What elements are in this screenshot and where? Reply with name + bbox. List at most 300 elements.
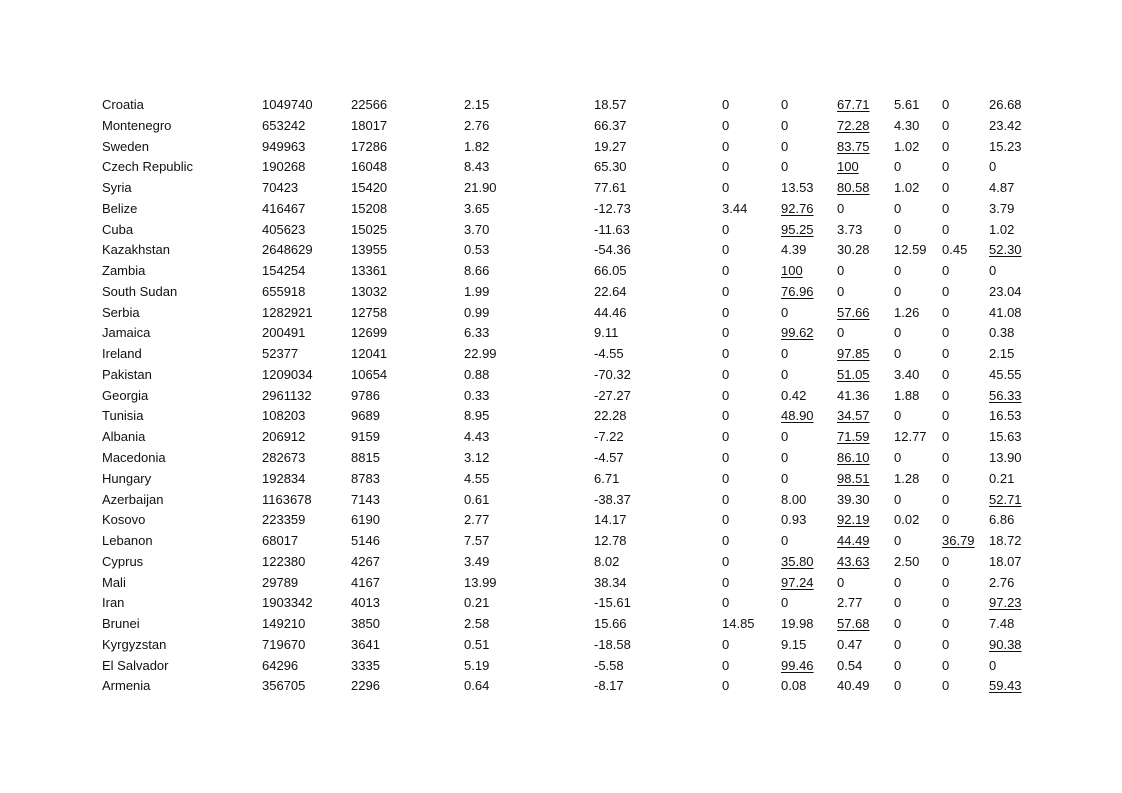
value-col-1-cell: 64296 [262, 657, 299, 673]
value-col-7-cell: 30.28 [837, 242, 870, 258]
value-col-10-cell: 52.71 [989, 491, 1022, 507]
table-row [102, 199, 1039, 220]
value-col-5-cell: 0 [722, 159, 730, 175]
value-col-2-cell: 4167 [351, 574, 380, 590]
table-row [102, 448, 1039, 469]
table-row [102, 469, 1039, 490]
country-name-cell: Iran [102, 595, 125, 611]
table-row [102, 386, 1039, 407]
value-col-2-cell: 8783 [351, 470, 380, 486]
value-col-8-cell: 0 [894, 595, 902, 611]
value-col-1-cell: 1282921 [262, 304, 313, 320]
value-col-6-cell: 0 [781, 346, 789, 362]
value-col-10-cell: 1.02 [989, 221, 1015, 237]
value-col-9-cell: 0 [942, 138, 950, 154]
value-col-6-cell: 19.98 [781, 616, 814, 632]
value-col-1-cell: 2648629 [262, 242, 313, 258]
value-col-6-cell: 0.08 [781, 678, 807, 694]
country-name-cell: Sweden [102, 138, 149, 154]
value-col-2-cell: 9786 [351, 387, 380, 403]
value-col-5-cell: 0 [722, 325, 730, 341]
value-col-10-cell: 16.53 [989, 408, 1022, 424]
country-name-cell: Macedonia [102, 450, 166, 466]
country-name-cell: Armenia [102, 678, 151, 694]
value-col-1-cell: 190268 [262, 159, 306, 175]
country-name-cell: Czech Republic [102, 159, 194, 175]
value-col-3-cell: 5.19 [464, 657, 490, 673]
value-col-10-cell: 6.86 [989, 512, 1015, 528]
country-name-cell: Montenegro [102, 117, 172, 133]
value-col-10-cell: 7.48 [989, 616, 1015, 632]
value-col-10-cell: 2.15 [989, 346, 1015, 362]
value-col-6-cell: 4.39 [781, 242, 807, 258]
value-col-8-cell: 0 [894, 325, 902, 341]
value-col-4-cell: -5.58 [594, 657, 624, 673]
table-row [102, 573, 1039, 594]
value-col-8-cell: 0 [894, 450, 902, 466]
table-row [102, 95, 1039, 116]
value-col-6-cell: 0 [781, 366, 789, 382]
value-col-9-cell: 0 [942, 117, 950, 133]
value-col-2-cell: 3641 [351, 636, 380, 652]
value-col-6-cell: 0 [781, 304, 789, 320]
value-col-3-cell: 6.33 [464, 325, 490, 341]
value-col-2-cell: 5146 [351, 533, 380, 549]
value-col-4-cell: 15.66 [594, 616, 627, 632]
value-col-5-cell: 0 [722, 283, 730, 299]
value-col-3-cell: 8.66 [464, 263, 490, 279]
value-col-6-cell: 48.90 [781, 408, 814, 424]
value-col-6-cell: 13.53 [781, 180, 814, 196]
value-col-7-cell: 39.30 [837, 491, 870, 507]
value-col-10-cell: 56.33 [989, 387, 1022, 403]
value-col-8-cell: 0 [894, 159, 902, 175]
value-col-6-cell: 35.80 [781, 553, 814, 569]
value-col-2-cell: 7143 [351, 491, 380, 507]
value-col-4-cell: -8.17 [594, 678, 624, 694]
table-row [102, 178, 1039, 199]
value-col-3-cell: 3.49 [464, 553, 490, 569]
value-col-7-cell: 86.10 [837, 450, 870, 466]
value-col-4-cell: -70.32 [594, 366, 631, 382]
value-col-9-cell: 0 [942, 387, 950, 403]
country-name-cell: Ireland [102, 346, 142, 362]
value-col-5-cell: 0 [722, 242, 730, 258]
value-col-2-cell: 10654 [351, 366, 388, 382]
country-name-cell: Cyprus [102, 553, 144, 569]
value-col-4-cell: 9.11 [594, 325, 619, 341]
value-col-8-cell: 5.61 [894, 97, 920, 112]
value-col-10-cell: 0 [989, 657, 997, 673]
value-col-8-cell: 3.40 [894, 366, 920, 382]
value-col-4-cell: -54.36 [594, 242, 631, 258]
value-col-2-cell: 16048 [351, 159, 388, 175]
value-col-2-cell: 18017 [351, 117, 388, 133]
value-col-3-cell: 1.99 [464, 283, 490, 299]
value-col-6-cell: 0.42 [781, 387, 807, 403]
value-col-8-cell: 1.02 [894, 138, 920, 154]
table-row [102, 323, 1039, 344]
value-col-8-cell: 0.02 [894, 512, 920, 528]
value-col-4-cell: 18.57 [594, 97, 627, 112]
value-col-8-cell: 0 [894, 657, 902, 673]
country-name-cell: Zambia [102, 263, 146, 279]
value-col-3-cell: 0.61 [464, 491, 490, 507]
value-col-5-cell: 0 [722, 533, 730, 549]
value-col-10-cell: 0.38 [989, 325, 1015, 341]
value-col-6-cell: 0 [781, 470, 789, 486]
value-col-8-cell: 0 [894, 616, 902, 632]
value-col-6-cell: 0 [781, 429, 789, 445]
value-col-6-cell: 0 [781, 450, 789, 466]
value-col-1-cell: 122380 [262, 553, 306, 569]
value-col-9-cell: 0 [942, 304, 950, 320]
value-col-2-cell: 4267 [351, 553, 380, 569]
value-col-10-cell: 90.38 [989, 636, 1022, 652]
value-col-8-cell: 12.77 [894, 429, 927, 445]
value-col-7-cell: 0 [837, 263, 845, 279]
value-col-4-cell: -4.55 [594, 346, 624, 362]
value-col-9-cell: 0.45 [942, 242, 968, 258]
value-col-10-cell: 4.87 [989, 180, 1015, 196]
table-row [102, 261, 1039, 282]
value-col-3-cell: 2.15 [464, 97, 490, 112]
table-body [102, 95, 1039, 697]
table-row [102, 116, 1039, 137]
value-col-6-cell: 0 [781, 533, 789, 549]
value-col-9-cell: 0 [942, 595, 950, 611]
value-col-3-cell: 1.82 [464, 138, 490, 154]
value-col-10-cell: 0 [989, 159, 997, 175]
value-col-9-cell: 0 [942, 450, 950, 466]
value-col-1-cell: 719670 [262, 636, 306, 652]
value-col-1-cell: 2961132 [262, 387, 312, 403]
value-col-9-cell: 0 [942, 574, 950, 590]
value-col-5-cell: 0 [722, 408, 730, 424]
value-col-2-cell: 12699 [351, 325, 388, 341]
table-row [102, 676, 1039, 697]
value-col-4-cell: 8.02 [594, 553, 620, 569]
value-col-8-cell: 12.59 [894, 242, 927, 258]
value-col-5-cell: 3.44 [722, 200, 748, 216]
value-col-9-cell: 0 [942, 325, 950, 341]
country-name-cell: Kazakhstan [102, 242, 170, 258]
value-col-1-cell: 52377 [262, 346, 299, 362]
value-col-8-cell: 1.02 [894, 180, 920, 196]
value-col-4-cell: -18.58 [594, 636, 631, 652]
value-col-7-cell: 97.85 [837, 346, 870, 362]
table-row [102, 240, 1039, 261]
value-col-10-cell: 3.79 [989, 200, 1015, 216]
value-col-7-cell: 44.49 [837, 533, 870, 549]
table-row [102, 510, 1039, 531]
value-col-2-cell: 8815 [351, 450, 380, 466]
value-col-6-cell: 99.62 [781, 325, 814, 341]
value-col-9-cell: 0 [942, 159, 950, 175]
value-col-10-cell: 18.07 [989, 553, 1022, 569]
value-col-10-cell: 52.30 [989, 242, 1022, 258]
value-col-2-cell: 6190 [351, 512, 380, 528]
value-col-3-cell: 0.51 [464, 636, 490, 652]
value-col-10-cell: 15.23 [989, 138, 1022, 154]
value-col-8-cell: 1.26 [894, 304, 920, 320]
country-name-cell: Serbia [102, 304, 140, 320]
country-name-cell: Tunisia [102, 408, 144, 424]
value-col-9-cell: 0 [942, 491, 950, 507]
value-col-2-cell: 15420 [351, 180, 388, 196]
value-col-7-cell: 98.51 [837, 470, 870, 486]
value-col-8-cell: 4.30 [894, 117, 920, 133]
value-col-1-cell: 206912 [262, 429, 306, 445]
value-col-9-cell: 0 [942, 429, 950, 445]
value-col-10-cell: 97.23 [989, 595, 1022, 611]
value-col-6-cell: 97.24 [781, 574, 814, 590]
value-col-1-cell: 108203 [262, 408, 306, 424]
value-col-5-cell: 0 [722, 553, 730, 569]
value-col-1-cell: 1209034 [262, 366, 313, 382]
value-col-6-cell: 0 [781, 138, 789, 154]
value-col-3-cell: 22.99 [464, 346, 497, 362]
value-col-5-cell: 0 [722, 366, 730, 382]
value-col-1-cell: 655918 [262, 283, 306, 299]
country-name-cell: Mali [102, 574, 126, 590]
value-col-6-cell: 0 [781, 595, 789, 611]
value-col-6-cell: 9.15 [781, 636, 807, 652]
value-col-5-cell: 0 [722, 512, 730, 528]
country-name-cell: Georgia [102, 387, 149, 403]
value-col-5-cell: 0 [722, 180, 730, 196]
value-col-4-cell: 22.28 [594, 408, 627, 424]
value-col-5-cell: 0 [722, 304, 730, 320]
value-col-9-cell: 0 [942, 283, 950, 299]
value-col-1-cell: 68017 [262, 533, 299, 549]
value-col-1-cell: 282673 [262, 450, 306, 466]
value-col-8-cell: 1.28 [894, 470, 920, 486]
country-name-cell: Lebanon [102, 533, 153, 549]
table-row [102, 427, 1039, 448]
value-col-3-cell: 0.99 [464, 304, 490, 320]
value-col-2-cell: 22566 [351, 97, 388, 112]
country-name-cell: Cuba [102, 221, 134, 237]
value-col-10-cell: 18.72 [989, 533, 1022, 549]
value-col-7-cell: 72.28 [837, 117, 870, 133]
table-row [102, 552, 1039, 573]
value-col-7-cell: 0 [837, 200, 845, 216]
value-col-2-cell: 17286 [351, 138, 388, 154]
value-col-7-cell: 0.47 [837, 636, 863, 652]
value-col-9-cell: 0 [942, 512, 950, 528]
value-col-5-cell: 0 [722, 491, 730, 507]
value-col-9-cell: 0 [942, 616, 950, 632]
value-col-6-cell: 0.93 [781, 512, 807, 528]
country-name-cell: South Sudan [102, 283, 178, 299]
table-row [102, 303, 1039, 324]
table-row [102, 157, 1039, 178]
value-col-4-cell: 77.61 [594, 180, 627, 196]
value-col-9-cell: 0 [942, 470, 950, 486]
value-col-1-cell: 192834 [262, 470, 306, 486]
value-col-1-cell: 1903342 [262, 595, 313, 611]
value-col-6-cell: 76.96 [781, 283, 814, 299]
value-col-9-cell: 0 [942, 678, 950, 694]
value-col-8-cell: 0 [894, 491, 902, 507]
value-col-2-cell: 4013 [351, 595, 380, 611]
value-col-4-cell: 38.34 [594, 574, 627, 590]
value-col-2-cell: 13032 [351, 283, 388, 299]
value-col-9-cell: 36.79 [942, 533, 975, 549]
value-col-3-cell: 0.53 [464, 242, 490, 258]
value-col-2-cell: 13361 [351, 263, 388, 279]
table-row [102, 593, 1039, 614]
value-col-1-cell: 949963 [262, 138, 306, 154]
value-col-10-cell: 13.90 [989, 450, 1022, 466]
value-col-4-cell: -12.73 [594, 200, 631, 216]
table-row [102, 137, 1039, 158]
value-col-1-cell: 356705 [262, 678, 306, 694]
value-col-5-cell: 0 [722, 138, 730, 154]
value-col-10-cell: 45.55 [989, 366, 1022, 382]
value-col-8-cell: 0 [894, 574, 902, 590]
value-col-2-cell: 12041 [351, 346, 388, 362]
value-col-8-cell: 2.50 [894, 553, 920, 569]
value-col-10-cell: 41.08 [989, 304, 1022, 320]
value-col-1-cell: 416467 [262, 200, 306, 216]
value-col-3-cell: 0.33 [464, 387, 490, 403]
value-col-7-cell: 43.63 [837, 553, 870, 569]
value-col-5-cell: 0 [722, 117, 730, 133]
value-col-2-cell: 9689 [351, 408, 380, 424]
value-col-1-cell: 154254 [262, 263, 306, 279]
value-col-8-cell: 0 [894, 408, 902, 424]
country-name-cell: Hungary [102, 470, 152, 486]
value-col-5-cell: 0 [722, 387, 730, 403]
value-col-10-cell: 59.43 [989, 678, 1022, 694]
value-col-7-cell: 51.05 [837, 366, 870, 382]
table-row [102, 614, 1039, 635]
value-col-9-cell: 0 [942, 657, 950, 673]
value-col-4-cell: -15.61 [594, 595, 631, 611]
value-col-3-cell: 0.64 [464, 678, 490, 694]
value-col-5-cell: 0 [722, 450, 730, 466]
value-col-10-cell: 2.76 [989, 574, 1015, 590]
value-col-7-cell: 3.73 [837, 221, 863, 237]
value-col-8-cell: 0 [894, 678, 902, 694]
value-col-9-cell: 0 [942, 346, 950, 362]
value-col-4-cell: -4.57 [594, 450, 624, 466]
value-col-7-cell: 34.57 [837, 408, 870, 424]
country-name-cell: El Salvador [102, 657, 169, 673]
value-col-5-cell: 0 [722, 221, 730, 237]
value-col-6-cell: 0 [781, 97, 789, 112]
value-col-1-cell: 1163678 [262, 491, 312, 507]
value-col-3-cell: 21.90 [464, 180, 497, 196]
value-col-7-cell: 67.71 [837, 97, 870, 112]
value-col-2-cell: 3850 [351, 616, 380, 632]
value-col-1-cell: 1049740 [262, 97, 313, 112]
value-col-5-cell: 0 [722, 678, 730, 694]
value-col-5-cell: 14.85 [722, 616, 755, 632]
table-row [102, 282, 1039, 303]
value-col-3-cell: 2.58 [464, 616, 490, 632]
value-col-4-cell: 66.37 [594, 117, 627, 133]
value-col-1-cell: 200491 [262, 325, 306, 341]
value-col-7-cell: 83.75 [837, 138, 870, 154]
value-col-9-cell: 0 [942, 366, 950, 382]
country-name-cell: Albania [102, 429, 146, 445]
value-col-4-cell: 22.64 [594, 283, 627, 299]
value-col-7-cell: 57.68 [837, 616, 870, 632]
value-col-2-cell: 3335 [351, 657, 380, 673]
value-col-5-cell: 0 [722, 636, 730, 652]
value-col-5-cell: 0 [722, 429, 730, 445]
value-col-5-cell: 0 [722, 595, 730, 611]
value-col-1-cell: 405623 [262, 221, 306, 237]
value-col-5-cell: 0 [722, 657, 730, 673]
country-name-cell: Jamaica [102, 325, 151, 341]
value-col-10-cell: 0 [989, 263, 997, 279]
table-row [102, 344, 1039, 365]
value-col-3-cell: 8.43 [464, 159, 490, 175]
country-name-cell: Kosovo [102, 512, 146, 528]
value-col-7-cell: 2.77 [837, 595, 863, 611]
table-row [102, 490, 1039, 511]
value-col-9-cell: 0 [942, 180, 950, 196]
value-col-3-cell: 2.77 [464, 512, 490, 528]
value-col-9-cell: 0 [942, 636, 950, 652]
value-col-1-cell: 70423 [262, 180, 299, 196]
value-col-7-cell: 57.66 [837, 304, 870, 320]
value-col-7-cell: 0 [837, 325, 845, 341]
value-col-3-cell: 0.88 [464, 366, 490, 382]
country-name-cell: Pakistan [102, 366, 152, 382]
value-col-9-cell: 0 [942, 553, 950, 569]
value-col-7-cell: 0 [837, 574, 845, 590]
value-col-5-cell: 0 [722, 470, 730, 486]
value-col-8-cell: 0 [894, 533, 902, 549]
value-col-3-cell: 2.76 [464, 117, 490, 133]
value-col-3-cell: 3.12 [464, 450, 490, 466]
value-col-3-cell: 3.65 [464, 200, 490, 216]
country-data-table [102, 95, 1039, 697]
value-col-2-cell: 9159 [351, 429, 380, 445]
value-col-8-cell: 0 [894, 263, 902, 279]
value-col-8-cell: 0 [894, 221, 902, 237]
value-col-3-cell: 7.57 [464, 533, 490, 549]
value-col-4-cell: 6.71 [594, 470, 620, 486]
value-col-7-cell: 100 [837, 159, 859, 175]
value-col-7-cell: 40.49 [837, 678, 870, 694]
value-col-3-cell: 4.55 [464, 470, 490, 486]
value-col-4-cell: -7.22 [594, 429, 624, 445]
value-col-8-cell: 0 [894, 283, 902, 299]
table-row [102, 531, 1039, 552]
value-col-4-cell: -27.27 [594, 387, 631, 403]
value-col-3-cell: 8.95 [464, 408, 490, 424]
value-col-1-cell: 29789 [262, 574, 299, 590]
value-col-6-cell: 92.76 [781, 200, 814, 216]
value-col-2-cell: 13955 [351, 242, 388, 258]
value-col-1-cell: 223359 [262, 512, 306, 528]
value-col-10-cell: 26.68 [989, 97, 1022, 112]
value-col-10-cell: 0.21 [989, 470, 1015, 486]
value-col-4-cell: 19.27 [594, 138, 627, 154]
value-col-5-cell: 0 [722, 346, 730, 362]
value-col-10-cell: 23.04 [989, 283, 1022, 299]
value-col-2-cell: 2296 [351, 678, 380, 694]
value-col-9-cell: 0 [942, 408, 950, 424]
value-col-6-cell: 0 [781, 117, 789, 133]
value-col-3-cell: 3.70 [464, 221, 490, 237]
